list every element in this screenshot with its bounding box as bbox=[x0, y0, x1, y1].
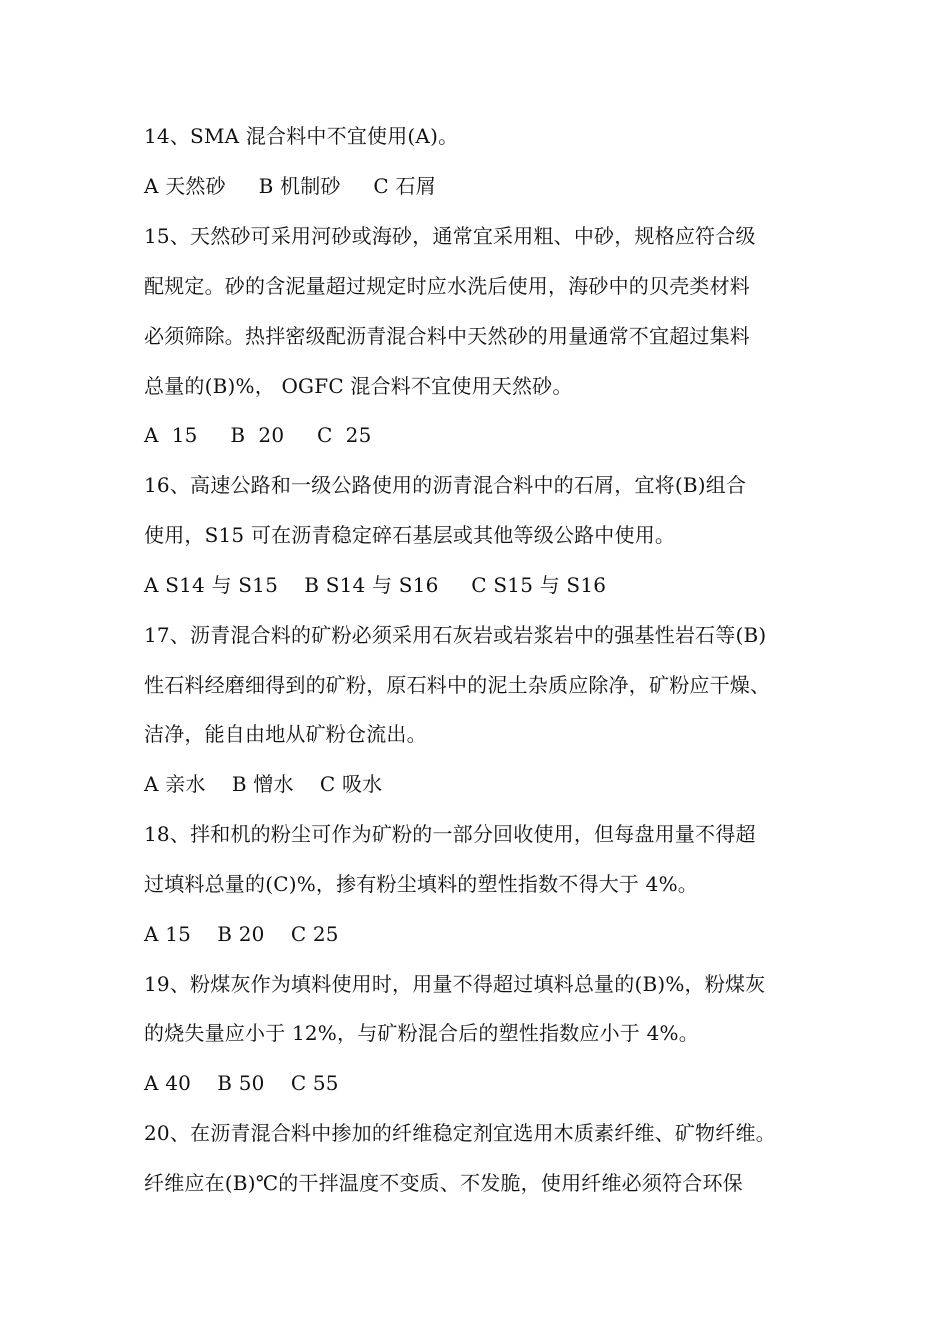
question-14: 14、SMA 混合料中不宜使用(A)。 bbox=[144, 124, 459, 148]
question-15-line-2: 配规定。砂的含泥量超过规定时应水洗后使用，海砂中的贝壳类材料 bbox=[144, 274, 750, 298]
question-19-options: A 40 B 50 C 55 bbox=[144, 1071, 339, 1095]
question-16-line-1: 16、高速公路和一级公路使用的沥青混合料中的石屑，宜将(B)组合 bbox=[144, 473, 747, 497]
question-17-line-1: 17、沥青混合料的矿粉必须采用石灰岩或岩浆岩中的强基性岩石等(B) bbox=[144, 623, 767, 647]
question-14-options: A 天然砂 B 机制砂 C 石屑 bbox=[144, 174, 436, 198]
question-15-options: A 15 B 20 C 25 bbox=[144, 423, 372, 447]
question-18-options: A 15 B 20 C 25 bbox=[144, 922, 339, 946]
question-18-line-2: 过填料总量的(C)%，掺有粉尘填料的塑性指数不得大于 4%。 bbox=[144, 872, 698, 896]
question-20-line-1: 20、在沥青混合料中掺加的纤维稳定剂宜选用木质素纤维、矿物纤维。 bbox=[144, 1121, 776, 1145]
question-15-line-4: 总量的(B)%， OGFC 混合料不宜使用天然砂。 bbox=[144, 374, 573, 398]
question-17-line-2: 性石料经磨细得到的矿粉，原石料中的泥土杂质应除净，矿粉应干燥、 bbox=[144, 673, 771, 697]
question-19-line-2: 的烧失量应小于 12%，与矿粉混合后的塑性指数应小于 4%。 bbox=[144, 1021, 699, 1045]
question-20-line-2: 纤维应在(B)℃的干拌温度不变质、不发脆，使用纤维必须符合环保 bbox=[144, 1171, 743, 1195]
question-15-line-3: 必须筛除。热拌密级配沥青混合料中天然砂的用量通常不宜超过集料 bbox=[144, 324, 750, 348]
question-17-options: A 亲水 B 憎水 C 吸水 bbox=[144, 772, 383, 796]
question-18-line-1: 18、拌和机的粉尘可作为矿粉的一部分回收使用，但每盘用量不得超 bbox=[144, 822, 756, 846]
question-16-line-2: 使用，S15 可在沥青稳定碎石基层或其他等级公路中使用。 bbox=[144, 523, 676, 547]
question-17-line-3: 洁净，能自由地从矿粉仓流出。 bbox=[144, 722, 427, 746]
question-15-line-1: 15、天然砂可采用河砂或海砂，通常宜采用粗、中砂，规格应符合级 bbox=[144, 224, 756, 248]
question-16-options: A S14 与 S15 B S14 与 S16 C S15 与 S16 bbox=[144, 573, 607, 597]
question-19-line-1: 19、粉煤灰作为填料使用时，用量不得超过填料总量的(B)%，粉煤灰 bbox=[144, 972, 766, 996]
